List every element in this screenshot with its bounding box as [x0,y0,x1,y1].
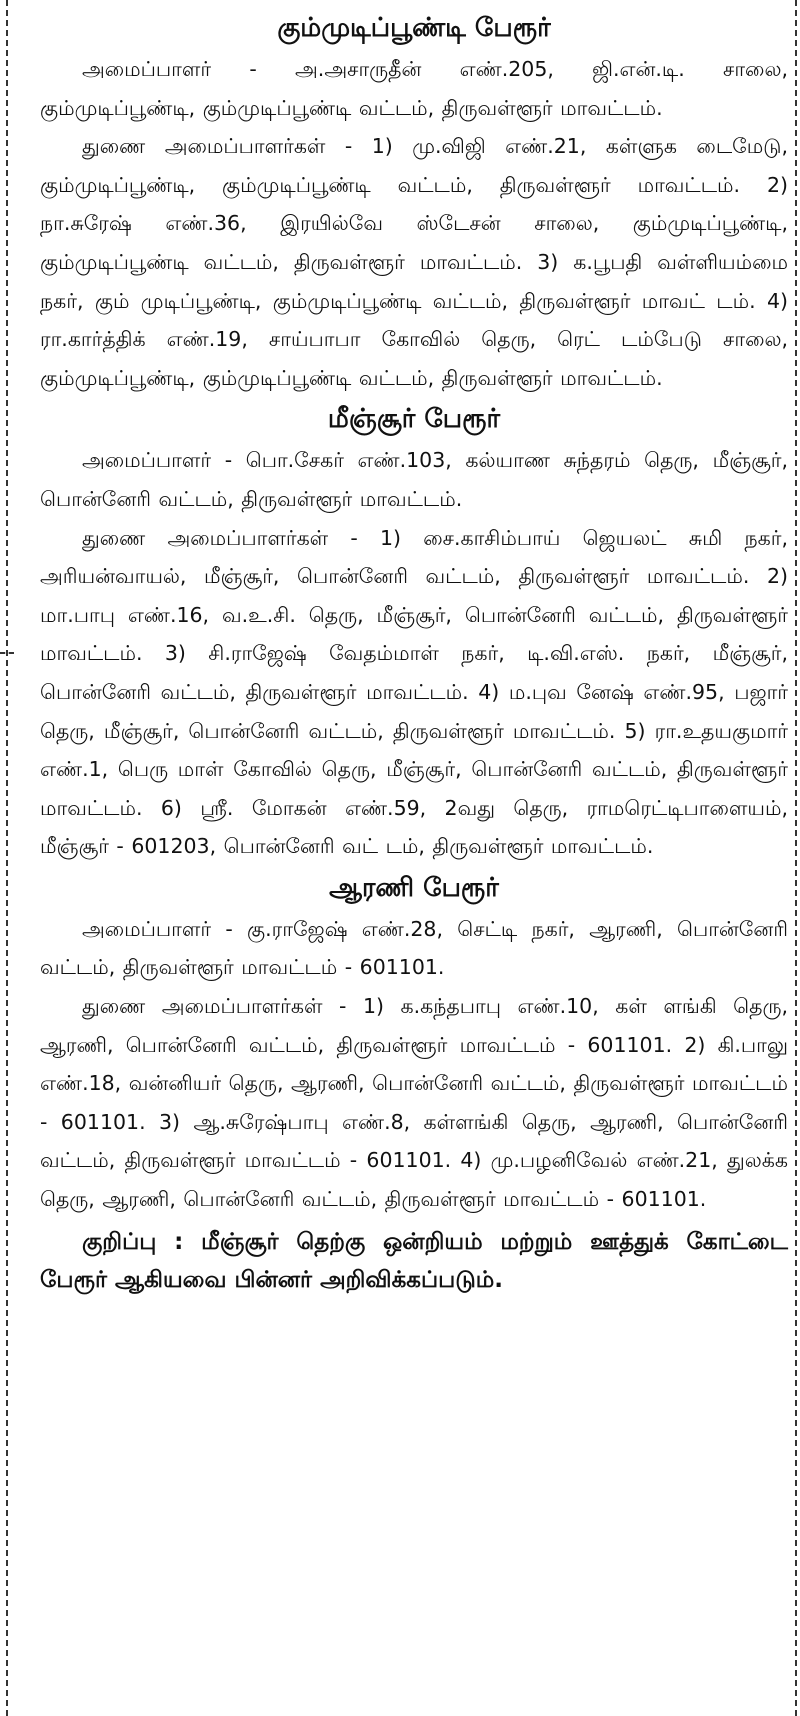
cut-line-left [6,0,8,1716]
section-title: ஆரணி பேரூர் [329,872,499,903]
section-arani [40,866,788,1219]
section-gummidipoondi [40,6,788,397]
deputies-paragraph: துணை அமைப்பாளர்கள் - 1) க.கந்தபாபு எண்.10, கள் ளங்கி தெரு, ஆரணி, பொன்னேரி வட்டம், திருவள்ளூர் மாவட்டம் - 601101. 2) கி.பாலு எண்.18, வன்னியர் தெரு, ஆரணி, பொன்னேரி வட்டம், திருவள்ளூர் மாவட்டம் - 601101. 3) ஆ.சுரேஷ்பாபு எண்.8, கள்ளங்கி தெரு, ஆரணி, பொன்னேரி வட்டம், திருவள்ளூர் மாவட்டம் - 601101. 4) மு.பழனிவேல் எண்.21, துலக்க தெரு, ஆரணி, பொன்னேரி வட்டம், திருவள்ளூர் மாவட்டம் - 601101. [40,994,788,1212]
section-title: மீஞ்சூர் பேரூர் [327,404,501,435]
cut-tick [0,652,14,654]
organizer-paragraph: அமைப்பாளர் - அ.அசாருதீன் எண்.205, ஜி.என்.டி. சாலை, கும்முடிப்பூண்டி, கும்முடிப்பூண்டி வட்டம், திருவள்ளூர் மாவட்டம். [40,57,788,120]
deputies-paragraph: துணை அமைப்பாளர்கள் - 1) மு.விஜி எண்.21, கள்ளுக டைமேடு, கும்முடிப்பூண்டி, கும்முடிப்பூண்டி வட்டம், திருவள்ளூர் மாவட்டம். 2) நா.சுரேஷ் எண்.36, இரயில்வே ஸ்டேசன் சாலை, கும்முடிப்பூண்டி, கும்முடிப்பூண்டி வட்டம், திருவள்ளூர் மாவட்டம். 3) க.பூபதி வள்ளியம்மை நகர், கும் முடிப்பூண்டி, கும்முடிப்பூண்டி வட்டம், திருவள்ளூர் மாவட் டம். 4) ரா.கார்த்திக் எண்.19, சாய்பாபா கோவில் தெரு, ரெட் டம்பேடு சாலை, கும்முடிப்பூண்டி, கும்முடிப்பூண்டி வட்டம், திருவள்ளூர் மாவட்டம். [40,134,788,390]
footnote: குறிப்பு : மீஞ்சூர் தெற்கு ஒன்றியம் மற்றும் ஊத்துக் கோட்டை பேரூர் ஆகியவை பின்னர் அறிவிக்கப்படும். [40,1228,788,1293]
newspaper-article [40,6,788,1299]
organizer-paragraph: அமைப்பாளர் - கு.ராஜேஷ் எண்.28, செட்டி நகர், ஆரணி, பொன்னேரி வட்டம், திருவள்ளூர் மாவட்டம் - 601101. [40,916,788,980]
organizer-paragraph: அமைப்பாளர் - பொ.சேகர் எண்.103, கல்யாண சுந்தரம் தெரு, மீஞ்சூர், பொன்னேரி வட்டம், திருவள்ளூர் மாவட்டம். [40,448,788,511]
section-minjur [40,397,788,866]
section-title: கும்முடிப்பூண்டி பேரூர் [277,13,551,43]
cut-line-right [795,0,797,1716]
deputies-paragraph: துணை அமைப்பாளர்கள் - 1) சை.காசிம்பாய் ஜெயலட் சுமி நகர், அரியன்வாயல், மீஞ்சூர், பொன்னேரி வட்டம், திருவள்ளூர் மாவட்டம். 2) மா.பாபு எண்.16, வ.உ.சி. தெரு, மீஞ்சூர், பொன்னேரி வட்டம், திருவள்ளூர் மாவட்டம். 3) சி.ராஜேஷ் வேதம்மாள் நகர், டி.வி.எஸ். நகர், மீஞ்சூர், பொன்னேரி வட்டம், திருவள்ளூர் மாவட்டம். 4) ம.புவ னேஷ் எண்.95, பஜார் தெரு, மீஞ்சூர், பொன்னேரி வட்டம், திருவள்ளூர் மாவட்டம். 5) ரா.உதயகுமார் எண்.1, பெரு மாள் கோவில் தெரு, மீஞ்சூர், பொன்னேரி வட்டம், திருவள்ளூர் மாவட்டம். 6) ஸ்ரீ. மோகன் எண்.59, 2வது தெரு, ராமரெட்டிபாளையம், மீஞ்சூர் - 601203, பொன்னேரி வட் டம், திருவள்ளூர் மாவட்டம். [40,525,788,859]
